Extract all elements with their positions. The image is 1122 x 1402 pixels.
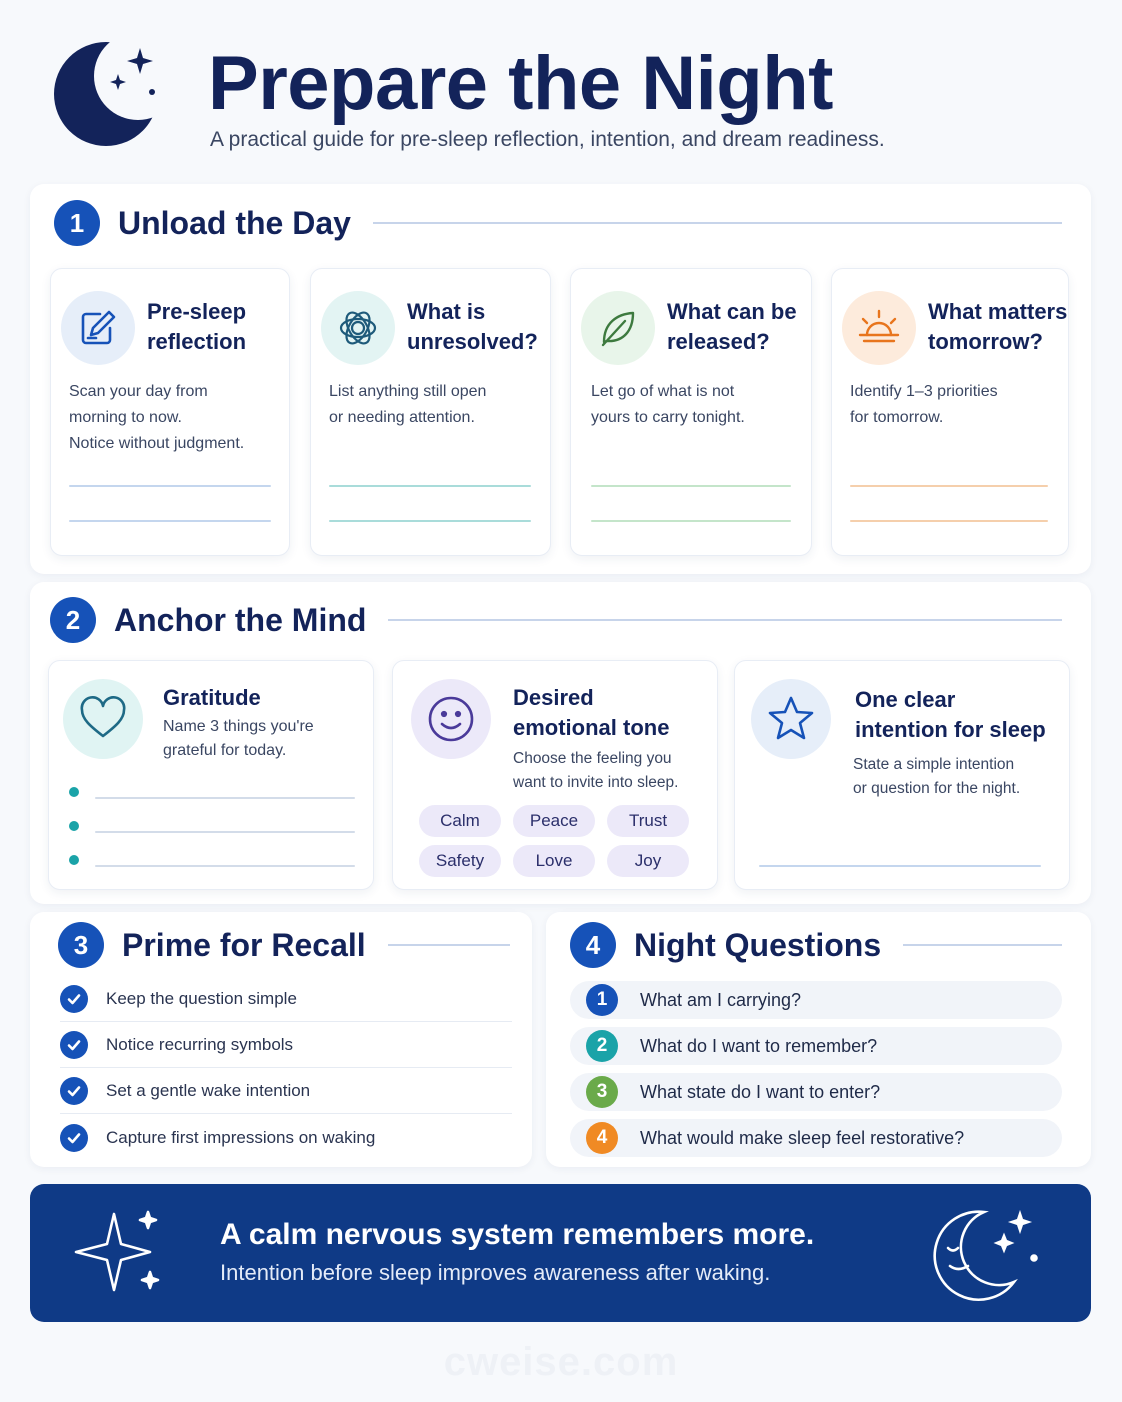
question-text: What state do I want to enter? bbox=[640, 1081, 881, 1102]
night-question bbox=[570, 981, 1062, 1019]
card-title bbox=[513, 683, 669, 743]
crescent-moon-stars-icon bbox=[50, 34, 170, 154]
card-description bbox=[329, 379, 486, 431]
card-description bbox=[513, 747, 678, 795]
tangled-knot-icon bbox=[321, 291, 395, 365]
card-text-line: Name 3 things you're bbox=[163, 718, 314, 735]
writing-line[interactable] bbox=[591, 485, 791, 487]
card-title-line: What can be bbox=[667, 299, 797, 324]
checkmark-icon bbox=[60, 985, 88, 1013]
recall-item-label: Keep the question simple bbox=[106, 988, 297, 1008]
card-intention-for-sleep bbox=[734, 660, 1070, 890]
chip-peace[interactable]: Peace bbox=[513, 805, 595, 837]
gratitude-bullet bbox=[69, 787, 79, 797]
card-desired-emotional-tone bbox=[392, 660, 718, 890]
card-what-can-be-released bbox=[570, 268, 812, 556]
card-title-line: emotional tone bbox=[513, 715, 670, 740]
section-header bbox=[570, 922, 1062, 968]
chip-safety[interactable]: Safety bbox=[419, 845, 501, 877]
card-text-line: Choose the feeling you bbox=[513, 750, 672, 767]
night-question bbox=[570, 1027, 1062, 1065]
question-number-badge: 1 bbox=[586, 984, 618, 1016]
writing-line[interactable] bbox=[329, 520, 531, 522]
card-title bbox=[928, 297, 1067, 357]
gratitude-bullet bbox=[69, 855, 79, 865]
section-number-badge: 2 bbox=[50, 597, 96, 643]
chip-joy[interactable]: Joy bbox=[607, 845, 689, 877]
sleeping-moon-icon bbox=[922, 1204, 1052, 1304]
card-text-line: grateful for today. bbox=[163, 742, 287, 759]
writing-line[interactable] bbox=[69, 485, 271, 487]
checkmark-icon bbox=[60, 1077, 88, 1105]
card-text-line: Scan your day from bbox=[69, 383, 208, 400]
question-number-badge: 2 bbox=[586, 1030, 618, 1062]
footer-banner bbox=[30, 1184, 1091, 1322]
section-number-badge: 1 bbox=[54, 200, 100, 246]
section-title: Prime for Recall bbox=[122, 926, 366, 963]
card-title-line: unresolved? bbox=[407, 329, 538, 354]
night-question bbox=[570, 1073, 1062, 1111]
writing-line[interactable] bbox=[850, 485, 1048, 487]
card-title-line: What matters bbox=[928, 299, 1068, 324]
card-pre-sleep-reflection bbox=[50, 268, 290, 556]
sunrise-icon bbox=[842, 291, 916, 365]
writing-line[interactable] bbox=[591, 520, 791, 522]
card-title-line: intention for sleep bbox=[855, 717, 1046, 742]
card-what-is-unresolved bbox=[310, 268, 551, 556]
recall-item bbox=[60, 1022, 512, 1068]
chip-trust[interactable]: Trust bbox=[607, 805, 689, 837]
banner-title: A calm nervous system remembers more. bbox=[220, 1218, 815, 1251]
checkmark-icon bbox=[60, 1124, 88, 1152]
recall-item-label: Notice recurring symbols bbox=[106, 1034, 294, 1054]
section-header bbox=[58, 922, 510, 968]
section-number-badge: 4 bbox=[570, 922, 616, 968]
writing-line[interactable] bbox=[329, 485, 531, 487]
section-unload-the-day bbox=[30, 184, 1091, 574]
question-text: What would make sleep feel restorative? bbox=[640, 1127, 965, 1148]
writing-line[interactable] bbox=[759, 865, 1041, 867]
card-text-line: yours to carry tonight. bbox=[591, 409, 745, 426]
card-what-matters-tomorrow bbox=[831, 268, 1069, 556]
card-description bbox=[69, 379, 244, 457]
card-title-line: One clear bbox=[855, 687, 956, 712]
card-title-line: Desired bbox=[513, 685, 594, 710]
card-title bbox=[147, 297, 246, 357]
chip-love[interactable]: Love bbox=[513, 845, 595, 877]
writing-line[interactable] bbox=[69, 520, 271, 522]
card-title bbox=[407, 297, 538, 357]
card-description bbox=[850, 379, 998, 431]
card-title-line: Pre-sleep bbox=[147, 299, 247, 324]
card-title: Gratitude bbox=[163, 685, 261, 710]
card-text-line: or needing attention. bbox=[329, 409, 475, 426]
question-number-badge: 4 bbox=[586, 1122, 618, 1154]
section-night-questions bbox=[546, 912, 1091, 1167]
card-text-line: Let go of what is not bbox=[591, 383, 735, 400]
card-text-line: want to invite into sleep. bbox=[513, 774, 679, 791]
section-divider bbox=[373, 222, 1062, 224]
card-description bbox=[853, 753, 1020, 801]
card-gratitude bbox=[48, 660, 374, 890]
watermark: cweise.com bbox=[443, 1340, 679, 1384]
section-number-badge: 3 bbox=[58, 922, 104, 968]
card-title-line: What is bbox=[407, 299, 486, 324]
section-divider bbox=[388, 944, 510, 946]
section-header bbox=[54, 200, 1062, 246]
leaf-icon bbox=[581, 291, 655, 365]
card-text-line: List anything still open bbox=[329, 383, 487, 400]
section-anchor-the-mind bbox=[30, 582, 1091, 904]
section-divider bbox=[388, 619, 1062, 621]
smiley-face-icon bbox=[411, 679, 491, 759]
card-title bbox=[855, 685, 1046, 745]
card-text-line: Notice without judgment. bbox=[69, 435, 245, 452]
section-prime-for-recall bbox=[30, 912, 532, 1167]
card-text-line: or question for the night. bbox=[853, 780, 1021, 797]
recall-item-label: Capture first impressions on waking bbox=[106, 1128, 376, 1147]
section-title: Anchor the Mind bbox=[114, 601, 367, 638]
banner-subtitle: Intention before sleep improves awareness after waking. bbox=[220, 1260, 771, 1285]
recall-item-label: Set a gentle wake intention bbox=[106, 1080, 311, 1100]
gratitude-bullet bbox=[69, 821, 79, 831]
recall-item bbox=[60, 1115, 512, 1161]
section-title: Unload the Day bbox=[118, 204, 351, 241]
card-title-line: tomorrow? bbox=[928, 329, 1043, 354]
pencil-edit-icon bbox=[61, 291, 135, 365]
section-divider bbox=[903, 944, 1062, 946]
question-text: What am I carrying? bbox=[640, 989, 802, 1010]
card-title bbox=[667, 297, 797, 357]
checkmark-icon bbox=[60, 1031, 88, 1059]
card-title-line: reflection bbox=[147, 329, 247, 354]
card-description bbox=[163, 715, 314, 763]
writing-line[interactable] bbox=[95, 831, 355, 833]
section-title: Night Questions bbox=[634, 926, 882, 963]
writing-line[interactable] bbox=[95, 797, 355, 799]
recall-item bbox=[60, 976, 512, 1022]
night-question bbox=[570, 1119, 1062, 1157]
card-title-line: released? bbox=[667, 329, 770, 354]
card-text-line: for tomorrow. bbox=[850, 409, 944, 426]
chip-calm[interactable]: Calm bbox=[419, 805, 501, 837]
writing-line[interactable] bbox=[95, 865, 355, 867]
recall-item bbox=[60, 1068, 512, 1114]
card-text-line: State a simple intention bbox=[853, 756, 1015, 773]
question-number-badge: 3 bbox=[586, 1076, 618, 1108]
card-text-line: morning to now. bbox=[69, 409, 182, 426]
page-subtitle: A practical guide for pre-sleep reflection, intention, and dream readiness. bbox=[210, 128, 885, 151]
writing-line[interactable] bbox=[850, 520, 1048, 522]
card-text-line: Identify 1–3 priorities bbox=[850, 383, 998, 400]
heart-icon bbox=[63, 679, 143, 759]
page-header bbox=[50, 34, 1070, 164]
sparkle-stars-icon bbox=[70, 1208, 166, 1298]
section-header bbox=[50, 597, 1062, 643]
question-text: What do I want to remember? bbox=[640, 1035, 878, 1056]
page-title: Prepare the Night bbox=[208, 41, 833, 126]
card-description bbox=[591, 379, 745, 431]
star-icon bbox=[751, 679, 831, 759]
